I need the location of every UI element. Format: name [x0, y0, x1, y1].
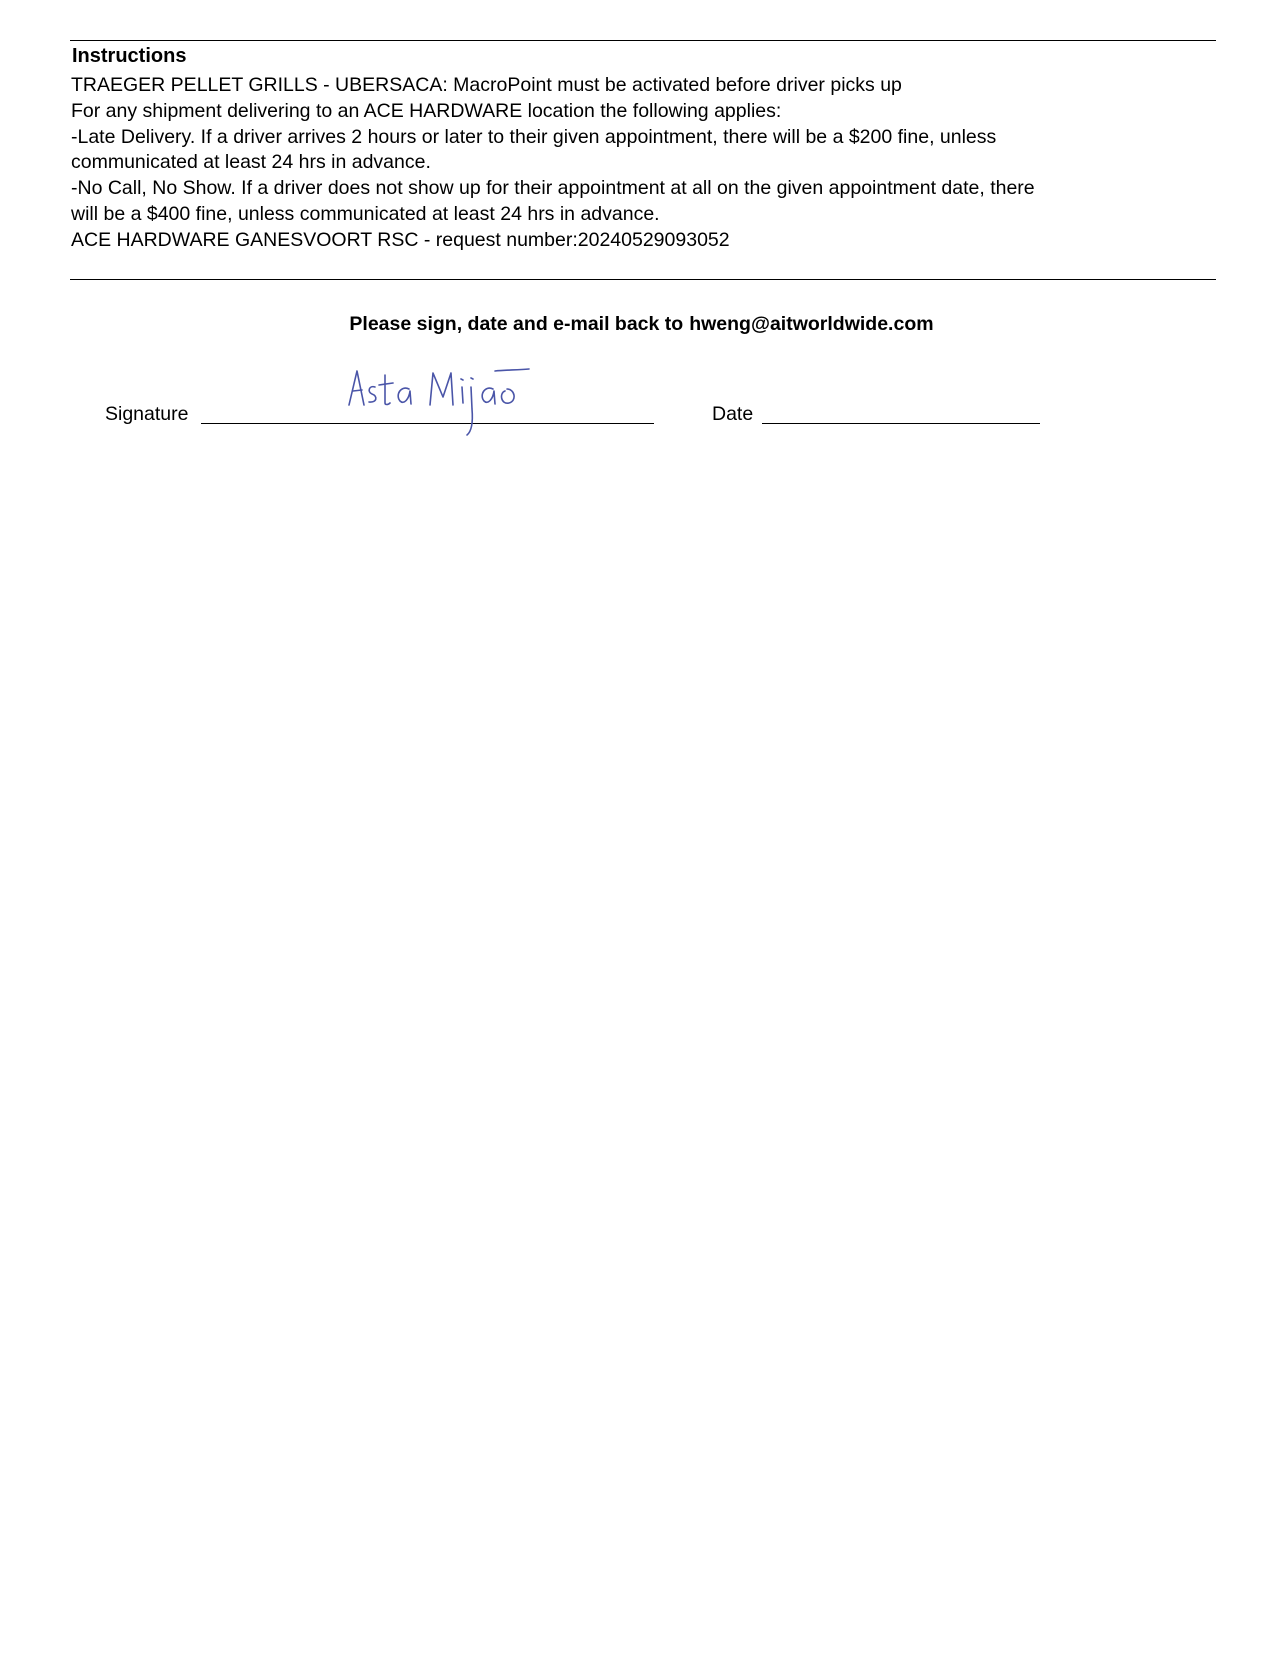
instructions-heading: Instructions: [72, 45, 187, 67]
return-notice: [0, 311, 1283, 337]
return-notice-text: Please sign, date and e-mail back to: [349, 313, 684, 335]
instruction-line: communicated at least 24 hrs in advance.: [71, 151, 431, 174]
return-email-link[interactable]: hweng@aitworldwide.com: [689, 313, 934, 335]
date-label: Date: [712, 403, 754, 425]
instruction-line: will be a $400 fine, unless communicated at least 24 hrs in advance.: [71, 202, 660, 225]
instruction-line: -Late Delivery. If a driver arrives 2 hours or later to their given appointment, there will be a $200 fine, unless: [71, 125, 997, 148]
top-divider: [70, 40, 1216, 41]
instruction-line: ACE HARDWARE GANESVOORT RSC - request number:20240529093052: [71, 228, 730, 251]
instructions-text: [71, 73, 1211, 254]
date-field[interactable]: [762, 423, 1040, 424]
instruction-line: TRAEGER PELLET GRILLS - UBERSACA: MacroPoint must be activated before driver picks up: [71, 74, 902, 96]
bottom-divider: [70, 279, 1216, 280]
instruction-line: -No Call, No Show. If a driver does not show up for their appointment at all on the given appointment date, there: [71, 177, 1035, 200]
signature-label: Signature: [105, 403, 189, 425]
handwritten-signature: [345, 365, 545, 445]
instruction-line: For any shipment delivering to an ACE HARDWARE location the following applies:: [71, 99, 782, 122]
